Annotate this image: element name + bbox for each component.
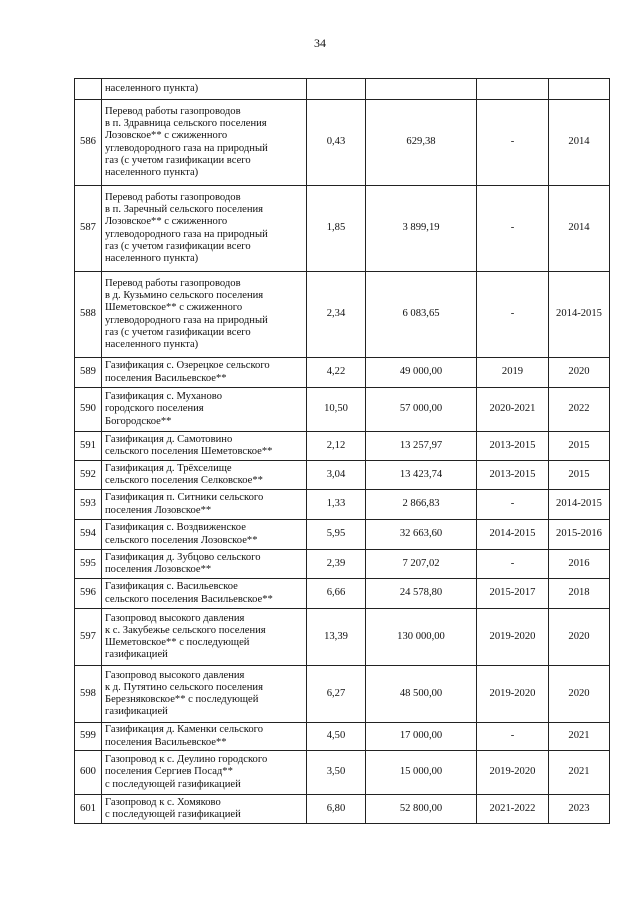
pipeline-length-cell: 2,34 xyxy=(307,272,366,358)
design-years-cell: 2019-2020 xyxy=(477,751,549,795)
pipeline-length-cell: 4,22 xyxy=(307,358,366,388)
project-cost-cell: 32 663,60 xyxy=(366,520,477,550)
construction-years-cell: 2014 xyxy=(549,100,610,186)
design-years-cell: 2013-2015 xyxy=(477,432,549,461)
table-row xyxy=(75,100,610,186)
project-name-cell: Перевод работы газопроводов в д. Кузьмино сельского поселения Шеметовское** с сжиженного углеводородного газа на природный газ (с учетом газификации всего населенного пункта) xyxy=(102,272,307,358)
project-name-cell: Газопровод к с. Хомяково с последующей газификацией xyxy=(102,795,307,824)
design-years-cell: 2019 xyxy=(477,358,549,388)
design-years-cell: - xyxy=(477,186,549,272)
row-number-cell: 599 xyxy=(75,723,102,751)
project-name-cell: Газификация д. Зубцово сельского поселения Лозовское** xyxy=(102,550,307,579)
design-years-cell: 2014-2015 xyxy=(477,520,549,550)
project-name-cell: населенного пункта) xyxy=(102,79,307,100)
table-row xyxy=(75,272,610,358)
project-cost-cell: 17 000,00 xyxy=(366,723,477,751)
project-cost-cell: 15 000,00 xyxy=(366,751,477,795)
row-number-cell: 596 xyxy=(75,579,102,609)
project-name-cell: Газификация с. Муханово городского поселения Богородское** xyxy=(102,388,307,432)
project-cost-cell: 49 000,00 xyxy=(366,358,477,388)
project-cost-cell: 13 257,97 xyxy=(366,432,477,461)
project-name-cell: Газификация с. Васильевское сельского поселения Васильевское** xyxy=(102,579,307,609)
project-cost-cell: 52 800,00 xyxy=(366,795,477,824)
project-cost-cell: 6 083,65 xyxy=(366,272,477,358)
row-number-cell: 588 xyxy=(75,272,102,358)
pipeline-length-cell: 1,33 xyxy=(307,490,366,520)
table-row xyxy=(75,490,610,520)
pipeline-length-cell: 2,12 xyxy=(307,432,366,461)
pipeline-length-cell: 5,95 xyxy=(307,520,366,550)
design-years-cell: 2019-2020 xyxy=(477,666,549,723)
construction-years-cell: 2020 xyxy=(549,609,610,666)
pipeline-length-cell: 0,43 xyxy=(307,100,366,186)
construction-years-cell: 2021 xyxy=(549,723,610,751)
construction-years-cell: 2021 xyxy=(549,751,610,795)
project-cost-cell: 13 423,74 xyxy=(366,461,477,490)
pipeline-length-cell: 1,85 xyxy=(307,186,366,272)
gasification-table xyxy=(74,78,610,824)
construction-years-cell: 2014-2015 xyxy=(549,272,610,358)
project-name-cell: Газификация д. Каменки сельского поселения Васильевское** xyxy=(102,723,307,751)
project-name-cell: Газификация с. Озерецкое сельского поселения Васильевское** xyxy=(102,358,307,388)
row-number-cell: 591 xyxy=(75,432,102,461)
row-number-cell: 595 xyxy=(75,550,102,579)
table-body xyxy=(75,79,610,824)
construction-years-cell: 2018 xyxy=(549,579,610,609)
table-row xyxy=(75,723,610,751)
design-years-cell: 2015-2017 xyxy=(477,579,549,609)
construction-years-cell: 2023 xyxy=(549,795,610,824)
table-row xyxy=(75,358,610,388)
construction-years-cell: 2020 xyxy=(549,358,610,388)
construction-years-cell: 2014 xyxy=(549,186,610,272)
table-row xyxy=(75,579,610,609)
project-name-cell: Перевод работы газопроводов в п. Заречный сельского поселения Лозовское** с сжиженного углеводородного газа на природный газ (с учетом газификации всего населенного пункта) xyxy=(102,186,307,272)
pipeline-length-cell xyxy=(307,79,366,100)
design-years-cell: 2021-2022 xyxy=(477,795,549,824)
row-number-cell: 590 xyxy=(75,388,102,432)
project-cost-cell xyxy=(366,79,477,100)
table-row xyxy=(75,751,610,795)
table-row xyxy=(75,550,610,579)
design-years-cell: - xyxy=(477,723,549,751)
page-number: 34 xyxy=(314,36,326,50)
pipeline-length-cell: 6,27 xyxy=(307,666,366,723)
project-cost-cell: 48 500,00 xyxy=(366,666,477,723)
project-cost-cell: 130 000,00 xyxy=(366,609,477,666)
row-number-cell: 598 xyxy=(75,666,102,723)
row-number-cell: 600 xyxy=(75,751,102,795)
design-years-cell: - xyxy=(477,272,549,358)
table-row xyxy=(75,795,610,824)
pipeline-length-cell: 10,50 xyxy=(307,388,366,432)
construction-years-cell: 2014-2015 xyxy=(549,490,610,520)
project-cost-cell: 57 000,00 xyxy=(366,388,477,432)
row-number-cell: 597 xyxy=(75,609,102,666)
project-cost-cell: 629,38 xyxy=(366,100,477,186)
row-number-cell xyxy=(75,79,102,100)
project-name-cell: Перевод работы газопроводов в п. Здравница сельского поселения Лозовское** с сжиженного углеводородного газа на природный газ (с учетом газификации всего населенного пункта) xyxy=(102,100,307,186)
project-name-cell: Газификация с. Воздвиженское сельского поселения Лозовское** xyxy=(102,520,307,550)
pipeline-length-cell: 3,50 xyxy=(307,751,366,795)
construction-years-cell: 2015 xyxy=(549,461,610,490)
construction-years-cell: 2016 xyxy=(549,550,610,579)
row-number-cell: 586 xyxy=(75,100,102,186)
project-name-cell: Газификация д. Трёхселище сельского поселения Селковское** xyxy=(102,461,307,490)
construction-years-cell xyxy=(549,79,610,100)
project-name-cell: Газопровод к с. Деулино городского поселения Сергиев Посад** с последующей газификацией xyxy=(102,751,307,795)
row-number-cell: 593 xyxy=(75,490,102,520)
table-row xyxy=(75,666,610,723)
pipeline-length-cell: 6,80 xyxy=(307,795,366,824)
row-number-cell: 589 xyxy=(75,358,102,388)
construction-years-cell: 2015 xyxy=(549,432,610,461)
construction-years-cell: 2022 xyxy=(549,388,610,432)
table-row xyxy=(75,520,610,550)
pipeline-length-cell: 4,50 xyxy=(307,723,366,751)
table-row xyxy=(75,79,610,100)
project-cost-cell: 7 207,02 xyxy=(366,550,477,579)
design-years-cell: 2013-2015 xyxy=(477,461,549,490)
project-name-cell: Газопровод высокого давления к с. Закубежье сельского поселения Шеметовское** с последующей газификацией xyxy=(102,609,307,666)
project-cost-cell: 24 578,80 xyxy=(366,579,477,609)
table-row xyxy=(75,461,610,490)
design-years-cell: 2019-2020 xyxy=(477,609,549,666)
table-row xyxy=(75,609,610,666)
project-cost-cell: 3 899,19 xyxy=(366,186,477,272)
design-years-cell: - xyxy=(477,490,549,520)
project-name-cell: Газификация д. Самотовино сельского поселения Шеметовское** xyxy=(102,432,307,461)
row-number-cell: 592 xyxy=(75,461,102,490)
design-years-cell: - xyxy=(477,100,549,186)
pipeline-length-cell: 3,04 xyxy=(307,461,366,490)
row-number-cell: 587 xyxy=(75,186,102,272)
pipeline-length-cell: 13,39 xyxy=(307,609,366,666)
project-name-cell: Газопровод высокого давления к д. Путятино сельского поселения Березняковское** с последующей газификацией xyxy=(102,666,307,723)
construction-years-cell: 2015-2016 xyxy=(549,520,610,550)
design-years-cell xyxy=(477,79,549,100)
row-number-cell: 601 xyxy=(75,795,102,824)
pipeline-length-cell: 2,39 xyxy=(307,550,366,579)
design-years-cell: - xyxy=(477,550,549,579)
table-row xyxy=(75,388,610,432)
table-row xyxy=(75,186,610,272)
construction-years-cell: 2020 xyxy=(549,666,610,723)
project-cost-cell: 2 866,83 xyxy=(366,490,477,520)
row-number-cell: 594 xyxy=(75,520,102,550)
table-row xyxy=(75,432,610,461)
project-name-cell: Газификация п. Ситники сельского поселения Лозовское** xyxy=(102,490,307,520)
pipeline-length-cell: 6,66 xyxy=(307,579,366,609)
design-years-cell: 2020-2021 xyxy=(477,388,549,432)
